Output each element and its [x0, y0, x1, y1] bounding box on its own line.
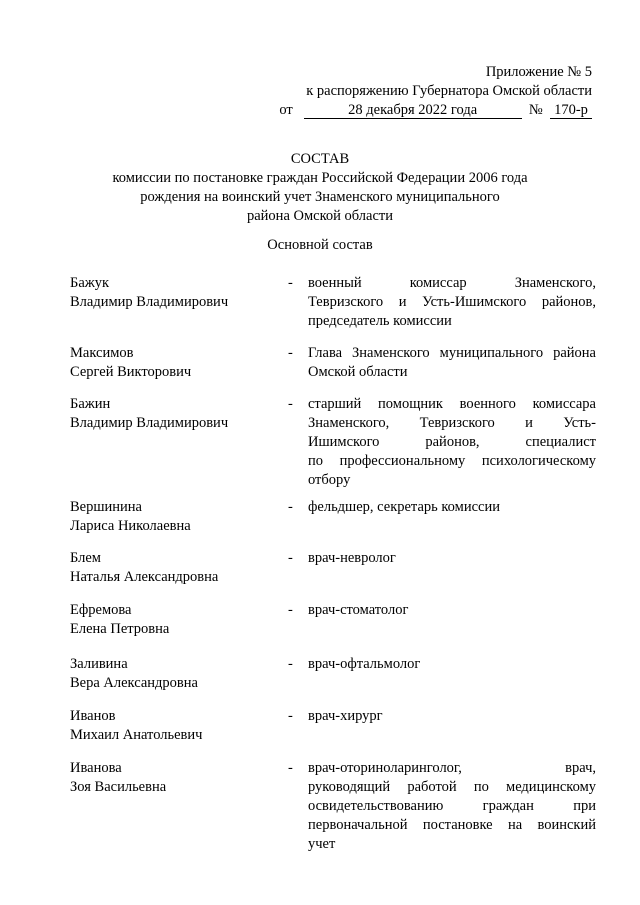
member-surname: Бажук [70, 275, 110, 291]
number-label: № [528, 102, 543, 118]
member-name [70, 759, 275, 797]
member-name [70, 498, 275, 536]
member-surname: Бажин [70, 396, 111, 412]
member-role [308, 549, 596, 568]
role-line: военный комиссар Знаменского, [308, 275, 596, 291]
role-line: Глава Знаменского муниципального района [308, 345, 596, 361]
member-surname: Ефремова [70, 602, 132, 618]
document-title-block [0, 150, 640, 226]
list-dash: - [288, 656, 293, 672]
role-line: Ишимского районов, специалист [308, 434, 596, 450]
role-line: Знаменского, Тевризского и Усть- [308, 415, 596, 431]
member-role [308, 655, 596, 674]
attachment-date-line [279, 101, 592, 120]
list-dash: - [288, 550, 293, 566]
member-role [308, 344, 596, 382]
order-date: 28 декабря 2022 года [304, 102, 522, 119]
member-role [308, 395, 596, 490]
member-surname: Вершинина [70, 499, 142, 515]
attachment-number: Приложение № 5 [485, 64, 592, 80]
member-given-names: Лариса Николаевна [70, 518, 191, 534]
member-given-names: Зоя Васильевна [70, 779, 167, 795]
member-role [308, 498, 596, 517]
member-given-names: Наталья Александровна [70, 569, 219, 585]
role-line: Тевризского и Усть-Ишимского районов, [308, 294, 596, 310]
role-line: врач-хирург [308, 708, 383, 724]
role-line: освидетельствованию граждан при [308, 798, 596, 814]
list-dash: - [288, 396, 293, 412]
role-line: врач-офтальмолог [308, 656, 421, 672]
member-given-names: Елена Петровна [70, 621, 170, 637]
document-subtitle-line-1: комиссии по постановке граждан Российской Федерации 2006 года [112, 170, 528, 186]
section-heading: Основной состав [267, 237, 373, 253]
member-surname: Иванова [70, 760, 122, 776]
from-label: от [279, 102, 293, 118]
list-dash: - [288, 499, 293, 515]
role-line: врач-невролог [308, 550, 396, 566]
role-line: Омской области [308, 364, 408, 380]
attachment-header [279, 63, 592, 120]
member-role [308, 274, 596, 331]
role-line: врач-оториноларинголог, врач, [308, 760, 596, 776]
member-given-names: Владимир Владимирович [70, 294, 229, 310]
member-role [308, 601, 596, 620]
order-number: 170-р [550, 102, 592, 119]
role-line: фельдшер, секретарь комиссии [308, 499, 500, 515]
role-line: по профессиональному психологическому [308, 453, 596, 469]
member-name [70, 707, 275, 745]
member-surname: Максимов [70, 345, 134, 361]
member-given-names: Сергей Викторович [70, 364, 192, 380]
role-line: старший помощник военного комиссара [308, 396, 596, 412]
list-dash: - [288, 602, 293, 618]
member-surname: Заливина [70, 656, 128, 672]
role-line: отбору [308, 472, 351, 488]
role-line: врач-стоматолог [308, 602, 409, 618]
member-surname: Иванов [70, 708, 116, 724]
list-dash: - [288, 345, 293, 361]
list-dash: - [288, 760, 293, 776]
member-name [70, 395, 275, 433]
list-dash: - [288, 275, 293, 291]
member-name [70, 344, 275, 382]
role-line: учет [308, 836, 336, 852]
document-title: СОСТАВ [290, 151, 350, 167]
member-given-names: Михаил Анатольевич [70, 727, 203, 743]
attachment-reference: к распоряжению Губернатора Омской области [306, 83, 592, 99]
role-line: первоначальной постановке на воинский [308, 817, 596, 833]
member-surname: Блем [70, 550, 101, 566]
member-name [70, 274, 275, 312]
member-name [70, 549, 275, 587]
member-given-names: Владимир Владимирович [70, 415, 229, 431]
document-subtitle-line-2: рождения на воинский учет Знаменского муниципального [140, 189, 500, 205]
member-given-names: Вера Александровна [70, 675, 198, 691]
member-name [70, 655, 275, 693]
list-dash: - [288, 708, 293, 724]
member-name [70, 601, 275, 639]
role-line: руководящий работой по медицинскому [308, 779, 596, 795]
member-role [308, 759, 596, 854]
document-subtitle-line-3: района Омской области [246, 208, 393, 224]
member-role [308, 707, 596, 726]
role-line: председатель комиссии [308, 313, 452, 329]
